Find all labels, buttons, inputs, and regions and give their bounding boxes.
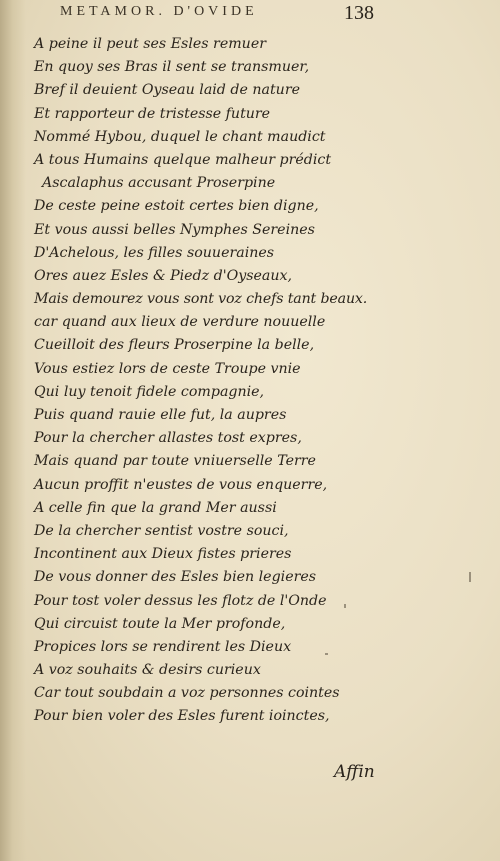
- verse-line: Mais quand par toute vniuerselle Terre: [34, 453, 316, 470]
- verse-line: Ascalaphus accusant Proserpine: [42, 175, 276, 192]
- verse-line: Aucun proffit n'eustes de vous enquerre,: [34, 476, 328, 493]
- ink-speck: [469, 572, 471, 582]
- ink-speck: [344, 604, 346, 608]
- binding-gutter: [0, 0, 26, 861]
- verse-line: Pour la chercher allastes tost expres,: [34, 430, 302, 447]
- verse-line: Car tout soubdain a voz personnes cointes: [34, 685, 340, 702]
- verse-line: Vous estiez lors de ceste Troupe vnie: [34, 360, 301, 377]
- running-title: METAMOR. D'OVIDE: [60, 4, 258, 19]
- verse-line: Et rapporteur de tristesse future: [34, 105, 271, 122]
- verse-line: De la chercher sentist vostre souci,: [34, 522, 289, 539]
- verse-line: Propices lors se rendirent les Dieux: [34, 638, 292, 655]
- verse-line: Qui luy tenoit fidele compagnie,: [34, 383, 265, 400]
- verse-line: Pour bien voler des Esles furent ioinctes,: [34, 708, 330, 725]
- verse-line: Nommé Hybou, duquel le chant maudict: [34, 128, 326, 145]
- verse-line: De ceste peine estoit certes bien digne,: [34, 198, 319, 215]
- verse-line: Bref il deuient Oyseau laid de nature: [34, 82, 301, 99]
- verse-line: A voz souhaits & desirs curieux: [34, 662, 261, 679]
- verse-line: Cueilloit des fleurs Proserpine la belle,: [34, 337, 315, 354]
- verse-block: [34, 33, 454, 729]
- ink-speck: [325, 653, 328, 655]
- verse-line: Et vous aussi belles Nymphes Sereines: [34, 221, 315, 238]
- verse-line: car quand aux lieux de verdure nouuelle: [34, 314, 326, 331]
- verse-line: Qui circuist toute la Mer profonde,: [34, 615, 286, 632]
- verse-line: A celle fin que la grand Mer aussi: [34, 499, 277, 516]
- verse-line: Puis quand rauie elle fut, la aupres: [34, 407, 287, 423]
- verse-line: Pour tost voler dessus les flotz de l'Onde: [34, 592, 327, 609]
- verse-line: Ores auez Esles & Piedz d'Oyseaux,: [34, 267, 293, 284]
- verse-line: En quoy ses Bras il sent se transmuer,: [34, 59, 310, 76]
- verse-line: Incontinent aux Dieux fistes prieres: [34, 546, 292, 563]
- verse-line: A tous Humains quelque malheur prédict: [34, 151, 332, 168]
- verse-line: A peine il peut ses Esles remuer: [34, 36, 267, 52]
- catchword: Affin: [334, 762, 375, 782]
- verse-line: D'Achelous, les filles souueraines: [34, 244, 275, 261]
- verse-line: Mais demourez vous sont voz chefs tant beaux.: [34, 291, 368, 308]
- verse-line: De vous donner des Esles bien legieres: [34, 569, 317, 586]
- page-number: 138: [344, 2, 374, 24]
